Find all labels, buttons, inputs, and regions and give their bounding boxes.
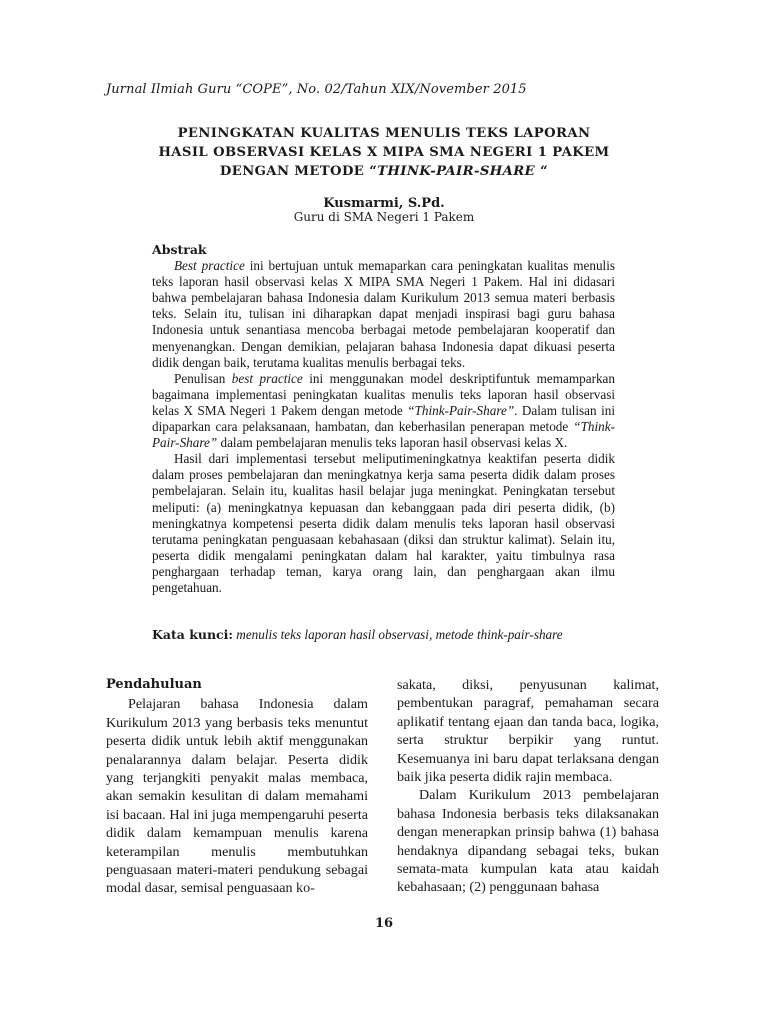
journal-header: Jurnal Ilmiah Guru “COPE”, No. 02/Tahun XIX/November 2015: [106, 82, 527, 97]
title-line-1: PENINGKATAN KUALITAS MENULIS TEKS LAPORAN: [177, 126, 591, 141]
abstract-p2-text-c: . Dalam tulisan ini dipaparkan cara pelaksanaan, hambatan, dan keberhasilan penerapan metode: [152, 402, 615, 435]
keywords-label: Kata kunci:: [152, 627, 233, 642]
abstract-p1-text: ini bertujuan untuk memaparkan cara peningkatan kualitas menulis teks laporan hasil observasi kelas X MIPA SMA Negeri 1 Pakem. Hal ini didasari bahwa pembelajaran bahasa Indonesia dalam Kurikulum 2013 semua materi berbasis teks. Selain itu, tulisan ini diharapkan dapat menjadi inspirasi bagi guru bahasa Indonesia untuk senantiasa mencoba berbagai metode pembelajaran kooperatif dan menyenangkan. Dengan demikian, pelajaran bahasa Indonesia dapat dikuasi peserta didik dengan baik, terutama kualitas menulis berbagai teks.: [152, 258, 615, 370]
title-line-3-suffix: “: [535, 164, 549, 179]
abstract-p2-emphasis-3: “Think-Pair-Share”: [152, 419, 615, 451]
title-method-name: THINK-PAIR-SHARE: [377, 164, 536, 179]
abstract-p1-emphasis: Best practice: [174, 258, 245, 274]
section-heading-pendahuluan: Pendahuluan: [106, 677, 202, 692]
title-line-2: HASIL OBSERVASI KELAS X MIPA SMA NEGERI 1 PAKEM: [158, 145, 610, 160]
article-title: [100, 124, 668, 181]
page-number: 16: [374, 916, 394, 931]
abstract-paragraph-2: [152, 371, 615, 451]
intro-paragraph-1: Pelajaran bahasa Indonesia dalam Kurikulum 2013 yang berbasis teks menuntut peserta didik untuk lebih aktif menggunakan penalarannya dalam belajar. Peserta didik yang terjangkiti penyakit malas membaca, akan semakin kesulitan di dalam memahami isi bacaan. Hal ini juga mempengaruhi peserta didik dalam kemampuan menulis karena keterampilan menulis membutuhkan penguasaan materi-materi pendukung sebagai modal dasar, semisal penguasaan ko-: [106, 696, 368, 897]
abstract-p2-text-d: dalam pembelajaran menulis teks laporan hasil observasi kelas X.: [217, 435, 568, 451]
abstract-p2-emphasis-2: “Think-Pair-Share”: [407, 402, 515, 418]
body-column-left: [106, 676, 368, 898]
abstract-heading: Abstrak: [152, 242, 207, 257]
abstract-p2-text-a: Penulisan: [174, 370, 232, 386]
abstract-p2-text-b: ini menggunakan model deskriptifuntuk memamparkan bagaimana implementasi peningkatan kualitas menulis teks laporan hasil observasi kelas X SMA Negeri 1 Pakem dengan metode: [152, 370, 615, 418]
abstract-paragraph-1: [152, 258, 615, 371]
body-column-right: [397, 676, 659, 897]
title-line-3-prefix: DENGAN METODE “: [219, 164, 378, 179]
author-name: Kusmarmi, S.Pd.: [323, 196, 445, 211]
intro-paragraph-2: Dalam Kurikulum 2013 pembelajaran bahasa Indonesia berbasis teks dilaksanakan dengan menerapkan prinsip bahwa (1) bahasa hendaknya dipandang sebagai teks, bukan semata-mata kumpulan kata atau kaidah kebahasaan; (2) penggunaan bahasa: [397, 787, 659, 896]
abstract-paragraph-3: Hasil dari implementasi tersebut meliputimeningkatnya keaktifan peserta didik dalam proses pembelajaran dan meningkatnya kerja sama peserta didik dalam proses pembelajaran. Selain itu, kualitas hasil belajar juga meningkat. Peningkatan tersebut meliputi: (a) meningkatnya kepuasan dan kebanggaan pada diri peserta didik, (b) meningkatnya kompetensi peserta didik dalam menulis teks laporan hasil observasi terutama peningkatan penguasaan kebahasaan (diksi dan struktur kalimat). Selain itu, peserta didik mengalami peningkatan dalam hal karakter, yaitu timbulnya rasa penghargaan terhadap teman, karya orang lain, dan penghargaan akan ilmu pengetahuan.: [152, 451, 615, 595]
keywords-text: menulis teks laporan hasil observasi, metode think-pair-share: [233, 627, 563, 642]
intro-paragraph-1-continued: sakata, diksi, penyusunan kalimat, pembentukan paragraf, pemahaman secara aplikatif tentang ejaan dan tanda baca, logika, serta struktur berpikir yang runtut. Kesemuanya ini baru dapat terlaksana dengan baik jika peserta didik rajin membaca.: [397, 677, 659, 786]
abstract-p2-emphasis-1: best practice: [231, 370, 303, 386]
keywords: [152, 627, 632, 643]
title-line-3: [100, 162, 668, 181]
abstract-section: [152, 242, 615, 596]
author-affiliation: Guru di SMA Negeri 1 Pakem: [293, 210, 475, 224]
